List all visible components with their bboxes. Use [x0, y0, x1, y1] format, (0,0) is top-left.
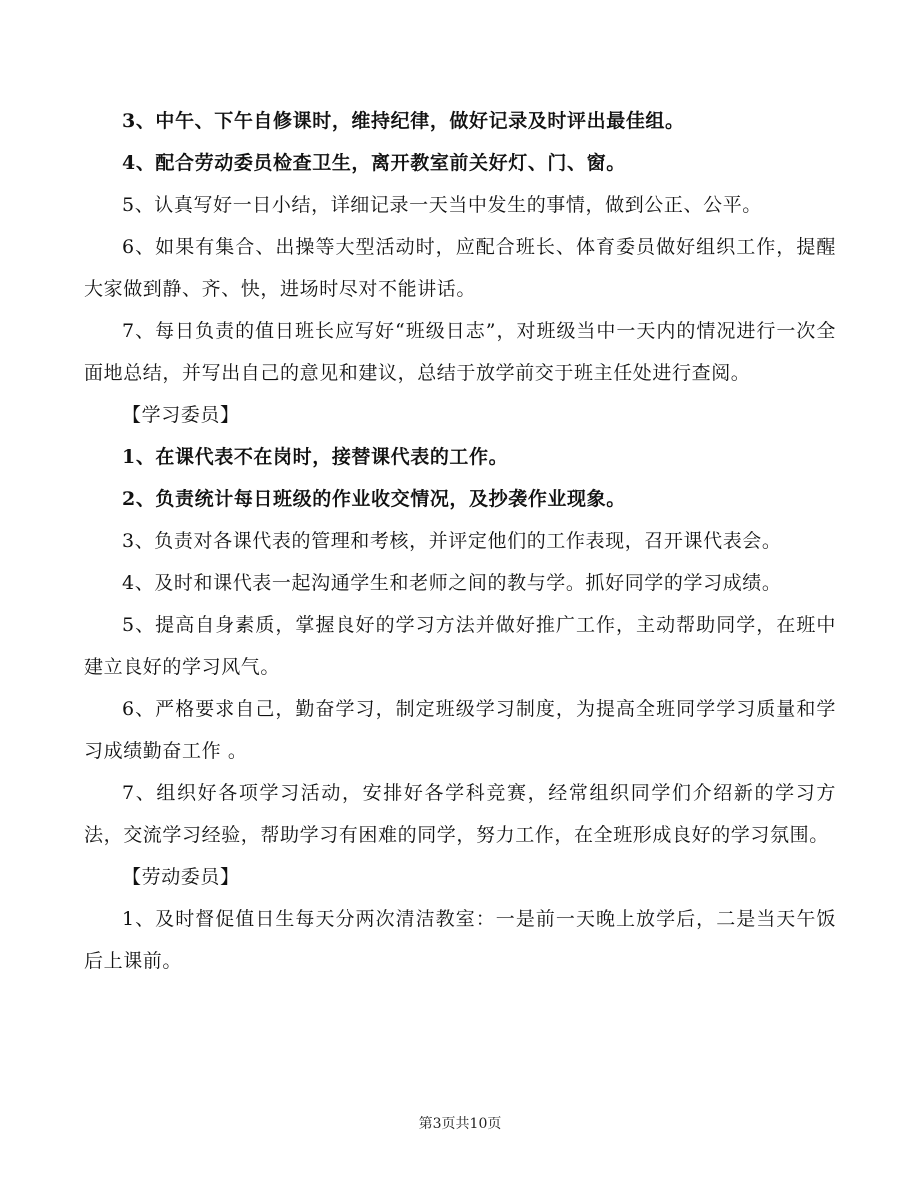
section-heading-labor-committee: 【劳动委员】: [122, 866, 240, 888]
paragraph-study-item-4: 4、及时和课代表一起沟通学生和老师之间的教与学。抓好同学的学习成绩。: [122, 572, 782, 594]
page-number-footer: 第3页共10页: [418, 1116, 502, 1132]
paragraph-monitor-item-6: 6、如果有集合、出操等大型活动时，应配合班长、体育委员做好组织工作，提醒大家做到静、齐、快，进场时尽对不能讲话。: [84, 236, 836, 300]
paragraph-monitor-item-5: 5、认真写好一日小结，详细记录一天当中发生的事情，做到公正、公平。: [122, 194, 762, 216]
paragraph-monitor-item-4: 4、配合劳动委员检查卫生，离开教室前关好灯、门、窗。: [122, 152, 626, 174]
paragraph-monitor-item-7: 7、每日负责的值日班长应写好“班级日志”，对班级当中一天内的情况进行一次全面地总结，并写出自己的意见和建议，总结于放学前交于班主任处进行查阅。: [84, 320, 836, 384]
document-body: [84, 100, 836, 982]
paragraph-study-item-6: 6、严格要求自己，勤奋学习，制定班级学习制度，为提高全班同学学习质量和学习成绩勤奋工作 。: [84, 698, 836, 762]
paragraph-study-item-5: 5、提高自身素质，掌握良好的学习方法并做好推广工作，主动帮助同学，在班中建立良好的学习风气。: [84, 614, 836, 678]
paragraph-monitor-item-3: 3、中午、下午自修课时，维持纪律，做好记录及时评出最佳组。: [122, 110, 685, 132]
paragraph-study-item-2: 2、负责统计每日班级的作业收交情况，及抄袭作业现象。: [122, 488, 626, 510]
paragraph-study-item-3: 3、负责对各课代表的管理和考核，并评定他们的工作表现，召开课代表会。: [122, 530, 782, 552]
paragraph-study-item-7: 7、组织好各项学习活动，安排好各学科竞赛，经常组织同学们介绍新的学习方法，交流学习经验，帮助学习有困难的同学，努力工作，在全班形成良好的学习氛围。: [84, 782, 836, 846]
paragraph-labor-item-1: 1、及时督促值日生每天分两次清洁教室：一是前一天晚上放学后，二是当天午饭后上课前。: [84, 908, 836, 972]
paragraph-study-item-1: 1、在课代表不在岗时，接替课代表的工作。: [122, 446, 509, 468]
section-heading-study-committee: 【学习委员】: [122, 404, 240, 426]
